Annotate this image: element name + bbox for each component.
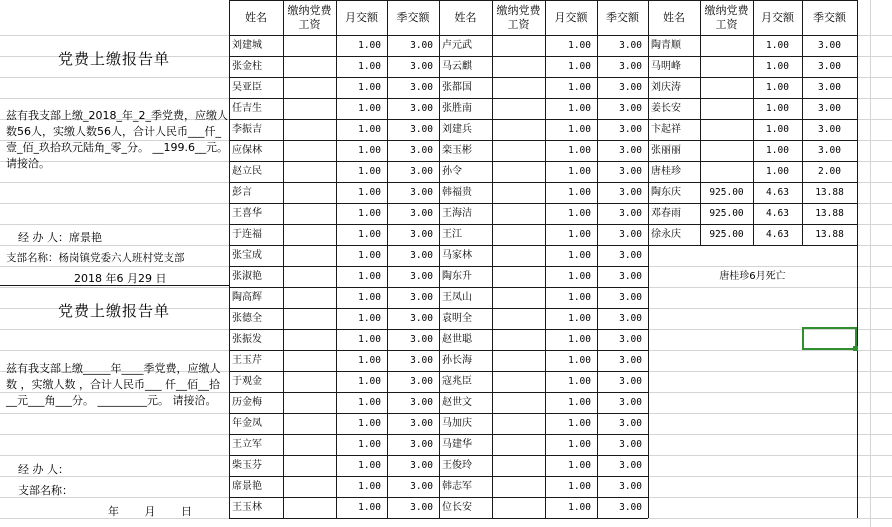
cell-monthly-1[interactable]: 1.00: [358, 144, 381, 156]
cell-monthly-2[interactable]: 1.00: [568, 438, 591, 450]
cell-name-1[interactable]: 历金梅: [232, 396, 262, 408]
cell-wage-3[interactable]: [700, 476, 753, 497]
cell-name-2[interactable]: 赵世聪: [442, 333, 472, 345]
cell-quarterly-1[interactable]: 3.00: [410, 480, 433, 492]
cell-quarterly-2[interactable]: 3.00: [619, 333, 642, 345]
cell-name-1[interactable]: 张德全: [232, 312, 262, 324]
cell-name-2[interactable]: 王江: [442, 228, 462, 240]
cell-quarterly-1[interactable]: 3.00: [410, 186, 433, 198]
cell-name-3[interactable]: 刘庆涛: [651, 81, 681, 93]
cell-wage-3[interactable]: [700, 140, 753, 161]
cell-monthly-2[interactable]: 1.00: [568, 354, 591, 366]
cell-quarterly-3[interactable]: 3.00: [818, 102, 841, 114]
cell-quarterly-2[interactable]: 3.00: [619, 480, 642, 492]
cell-monthly-1[interactable]: 1.00: [358, 207, 381, 219]
cell-wage-3[interactable]: [700, 161, 753, 182]
cell-wage-3[interactable]: [700, 77, 753, 98]
cell-monthly-3[interactable]: 4.63: [766, 228, 789, 240]
cell-name-3[interactable]: 马明峰: [651, 60, 681, 72]
cell-quarterly-2[interactable]: 3.00: [619, 291, 642, 303]
cell-quarterly-3[interactable]: [802, 308, 857, 329]
cell-quarterly-1[interactable]: 3.00: [410, 501, 433, 513]
cell-monthly-3[interactable]: [753, 413, 802, 434]
cell-quarterly-3[interactable]: 13.88: [815, 207, 844, 219]
cell-name-2[interactable]: 张胜南: [442, 102, 472, 114]
cell-monthly-2[interactable]: 1.00: [568, 375, 591, 387]
cell-monthly-2[interactable]: 1.00: [568, 123, 591, 135]
fill-handle[interactable]: [853, 346, 858, 351]
cell-quarterly-2[interactable]: 3.00: [619, 207, 642, 219]
cell-quarterly-1[interactable]: 3.00: [410, 312, 433, 324]
cell-quarterly-2[interactable]: 3.00: [619, 270, 642, 282]
cell-quarterly-1[interactable]: 3.00: [410, 228, 433, 240]
cell-quarterly-3[interactable]: [802, 413, 857, 434]
header-name-3: 姓名: [663, 10, 685, 24]
report-handler-blank: 经 办 人：: [18, 463, 69, 476]
cell-quarterly-1[interactable]: 3.00: [410, 459, 433, 471]
cell-quarterly-2[interactable]: 3.00: [619, 459, 642, 471]
cell-monthly-2[interactable]: 1.00: [568, 333, 591, 345]
cell-monthly-1[interactable]: 1.00: [358, 123, 381, 135]
cell-monthly-3[interactable]: 1.00: [766, 144, 789, 156]
cell-name-3[interactable]: [648, 476, 700, 497]
cell-name-1[interactable]: 王喜华: [232, 207, 262, 219]
cell-quarterly-1[interactable]: 3.00: [410, 81, 433, 93]
cell-quarterly-3[interactable]: [802, 287, 857, 308]
grid-col-line: [870, 0, 871, 527]
cell-name-2[interactable]: 韩福贵: [442, 186, 472, 198]
cell-monthly-2[interactable]: 1.00: [568, 291, 591, 303]
cell-name-1[interactable]: 王立军: [232, 438, 262, 450]
report-title-blank: 党费上缴报告单: [58, 302, 171, 320]
cell-name-3[interactable]: [648, 413, 700, 434]
cell-monthly-3[interactable]: 1.00: [766, 60, 789, 72]
cell-name-1[interactable]: 李振吉: [232, 123, 262, 135]
cell-quarterly-3[interactable]: [802, 497, 857, 518]
cell-quarterly-2[interactable]: 3.00: [619, 312, 642, 324]
cell-name-3[interactable]: [648, 392, 700, 413]
cell-monthly-1[interactable]: 1.00: [358, 186, 381, 198]
cell-name-2[interactable]: 韩志军: [442, 480, 472, 492]
cell-name-1[interactable]: 席景艳: [232, 480, 262, 492]
report-date-blank: 年 月 日: [108, 505, 192, 518]
cell-quarterly-2[interactable]: 3.00: [619, 39, 642, 51]
cell-quarterly-3[interactable]: 3.00: [818, 81, 841, 93]
cell-name-2[interactable]: 孙长海: [442, 354, 472, 366]
cell-monthly-1[interactable]: 1.00: [358, 333, 381, 345]
cell-quarterly-1[interactable]: 3.00: [410, 123, 433, 135]
cell-name-3[interactable]: [648, 434, 700, 455]
cell-quarterly-2[interactable]: 3.00: [619, 354, 642, 366]
cell-quarterly-2[interactable]: 3.00: [619, 501, 642, 513]
cell-monthly-2[interactable]: 1.00: [568, 144, 591, 156]
cell-quarterly-3[interactable]: 3.00: [818, 123, 841, 135]
cell-quarterly-1[interactable]: 3.00: [410, 60, 433, 72]
cell-name-2[interactable]: 栾玉彬: [442, 144, 472, 156]
cell-monthly-3[interactable]: [753, 455, 802, 476]
cell-name-2[interactable]: 马云麒: [442, 60, 472, 72]
cell-monthly-1[interactable]: 1.00: [358, 438, 381, 450]
cell-quarterly-1[interactable]: 3.00: [410, 249, 433, 261]
cell-name-3[interactable]: 徐永庆: [651, 228, 681, 240]
cell-monthly-2[interactable]: 1.00: [568, 39, 591, 51]
cell-monthly-3[interactable]: [753, 329, 802, 350]
cell-wage-3[interactable]: [700, 350, 753, 371]
table-col-border: [857, 0, 858, 518]
report-handler: 经 办 人：席景艳: [18, 231, 102, 244]
cell-quarterly-3[interactable]: [802, 455, 857, 476]
cell-quarterly-3[interactable]: 3.00: [818, 39, 841, 51]
cell-wage-3[interactable]: 925.00: [709, 228, 744, 240]
cell-quarterly-2[interactable]: 3.00: [619, 396, 642, 408]
cell-monthly-2[interactable]: 1.00: [568, 396, 591, 408]
cell-name-1[interactable]: 柴玉芬: [232, 459, 262, 471]
cell-monthly-1[interactable]: 1.00: [358, 480, 381, 492]
cell-name-1[interactable]: 张金柱: [232, 60, 262, 72]
cell-quarterly-1[interactable]: 3.00: [410, 207, 433, 219]
cell-wage-3[interactable]: [700, 35, 753, 56]
cell-quarterly-1[interactable]: 3.00: [410, 102, 433, 114]
cell-wage-3[interactable]: [700, 308, 753, 329]
cell-monthly-2[interactable]: 1.00: [568, 102, 591, 114]
cell-monthly-3[interactable]: [753, 476, 802, 497]
cell-quarterly-1[interactable]: 3.00: [410, 333, 433, 345]
cell-quarterly-1[interactable]: 3.00: [410, 354, 433, 366]
cell-wage-3[interactable]: [700, 371, 753, 392]
cell-monthly-1[interactable]: 1.00: [358, 354, 381, 366]
cell-quarterly-1[interactable]: 3.00: [410, 375, 433, 387]
header-monthly-1: 月交额: [345, 10, 378, 24]
cell-monthly-2[interactable]: 1.00: [568, 60, 591, 72]
header-wage-2: 缴纳党费工资: [496, 4, 541, 31]
cell-name-2[interactable]: 张都国: [442, 81, 472, 93]
cell-name-1[interactable]: 年金凤: [232, 417, 262, 429]
selected-cell[interactable]: [802, 327, 857, 350]
cell-quarterly-1[interactable]: 3.00: [410, 396, 433, 408]
cell-monthly-1[interactable]: 1.00: [358, 459, 381, 471]
cell-name-3[interactable]: 张丽丽: [651, 144, 681, 156]
cell-monthly-1[interactable]: 1.00: [358, 270, 381, 282]
cell-monthly-1[interactable]: 1.00: [358, 81, 381, 93]
cell-name-2[interactable]: 王俊玲: [442, 459, 472, 471]
cell-monthly-1[interactable]: 1.00: [358, 165, 381, 177]
cell-name-3[interactable]: [648, 308, 700, 329]
header-wage-1: 缴纳党费工资: [287, 4, 332, 31]
cell-name-2[interactable]: 袁明全: [442, 312, 472, 324]
cell-quarterly-1[interactable]: 3.00: [410, 291, 433, 303]
cell-quarterly-3[interactable]: [802, 245, 857, 266]
cell-name-2[interactable]: 王凤山: [442, 291, 472, 303]
cell-name-3[interactable]: 唐桂珍: [651, 165, 681, 177]
cell-quarterly-2[interactable]: 3.00: [619, 165, 642, 177]
cell-wage-3[interactable]: [700, 329, 753, 350]
cell-quarterly-3[interactable]: [802, 434, 857, 455]
cell-monthly-3[interactable]: 4.63: [766, 207, 789, 219]
cell-quarterly-3[interactable]: 2.00: [818, 165, 841, 177]
cell-monthly-1[interactable]: 1.00: [358, 60, 381, 72]
cell-monthly-2[interactable]: 1.00: [568, 228, 591, 240]
cell-monthly-3[interactable]: [753, 371, 802, 392]
cell-wage-3[interactable]: [700, 245, 753, 266]
cell-wage-3[interactable]: 925.00: [709, 207, 744, 219]
header-wage-3: 缴纳党费工资: [704, 4, 749, 31]
cell-name-3[interactable]: [648, 455, 700, 476]
cell-name-1[interactable]: 王玉芹: [232, 354, 262, 366]
cell-monthly-1[interactable]: 1.00: [358, 39, 381, 51]
cell-monthly-2[interactable]: 1.00: [568, 207, 591, 219]
header-quarterly-1: 季交额: [396, 10, 430, 24]
cell-monthly-3[interactable]: [753, 350, 802, 371]
cell-name-1[interactable]: 彭言: [232, 186, 252, 198]
cell-monthly-2[interactable]: 1.00: [568, 270, 591, 282]
cell-quarterly-1[interactable]: 3.00: [410, 165, 433, 177]
cell-quarterly-3[interactable]: 13.88: [815, 186, 844, 198]
cell-name-1[interactable]: 张振发: [232, 333, 262, 345]
cell-quarterly-3[interactable]: [802, 371, 857, 392]
cell-monthly-3[interactable]: 4.63: [766, 186, 789, 198]
cell-monthly-1[interactable]: 1.00: [358, 228, 381, 240]
cell-name-3[interactable]: [648, 329, 700, 350]
cell-monthly-3[interactable]: [753, 287, 802, 308]
cell-quarterly-1[interactable]: 3.00: [410, 39, 433, 51]
cell-name-2[interactable]: 刘建兵: [442, 123, 472, 135]
cell-monthly-1[interactable]: 1.00: [358, 291, 381, 303]
cell-name-3[interactable]: [648, 287, 700, 308]
cell-name-1[interactable]: 应保林: [232, 144, 262, 156]
header-quarterly-2: 季交额: [606, 10, 639, 24]
cell-wage-3[interactable]: [700, 497, 753, 518]
cell-quarterly-1[interactable]: 3.00: [410, 270, 433, 282]
cell-name-1[interactable]: 赵立民: [232, 165, 262, 177]
header-monthly-2: 月交额: [554, 10, 588, 24]
cell-quarterly-3[interactable]: [802, 350, 857, 371]
cell-monthly-3[interactable]: 1.00: [766, 123, 789, 135]
cell-quarterly-1[interactable]: 3.00: [410, 417, 433, 429]
cell-monthly-1[interactable]: 1.00: [358, 249, 381, 261]
cell-monthly-3[interactable]: [753, 308, 802, 329]
cell-monthly-2[interactable]: 1.00: [568, 81, 591, 93]
cell-monthly-3[interactable]: [753, 392, 802, 413]
cell-monthly-3[interactable]: 1.00: [766, 39, 789, 51]
cell-quarterly-2[interactable]: 3.00: [619, 102, 642, 114]
cell-monthly-2[interactable]: 1.00: [568, 312, 591, 324]
cell-wage-3[interactable]: [700, 119, 753, 140]
cell-quarterly-3[interactable]: 13.88: [815, 228, 844, 240]
cell-quarterly-1[interactable]: 3.00: [410, 438, 433, 450]
report-title: 党费上缴报告单: [58, 50, 171, 68]
cell-name-2[interactable]: 孙令: [442, 165, 462, 177]
cell-name-3[interactable]: 姜长安: [651, 102, 681, 114]
report-body-blank: 兹有我支部上缴_____年____季党费，应缴人数 ，实缴人数 ，合计人民币___ 仟__佰__拾__元___角___分。 _________元。 请接洽。: [6, 362, 221, 407]
cell-monthly-1[interactable]: 1.00: [358, 396, 381, 408]
cell-quarterly-3[interactable]: [802, 392, 857, 413]
cell-wage-3[interactable]: [700, 455, 753, 476]
report-branch-blank: 支部名称：: [18, 484, 73, 497]
cell-name-3[interactable]: [648, 245, 700, 266]
cell-quarterly-2[interactable]: 3.00: [619, 438, 642, 450]
cell-quarterly-2[interactable]: 3.00: [619, 123, 642, 135]
cell-monthly-3[interactable]: 1.00: [766, 81, 789, 93]
cell-quarterly-3[interactable]: [802, 476, 857, 497]
cell-name-3[interactable]: 卞起祥: [651, 123, 681, 135]
cell-monthly-2[interactable]: 1.00: [568, 501, 591, 513]
header-monthly-3: 月交额: [761, 10, 794, 24]
cell-monthly-3[interactable]: 1.00: [766, 165, 789, 177]
cell-name-1[interactable]: 张宝成: [232, 249, 262, 261]
cell-name-1[interactable]: 于连福: [232, 228, 262, 240]
cell-name-3[interactable]: [648, 371, 700, 392]
cell-quarterly-2[interactable]: 3.00: [619, 144, 642, 156]
cell-monthly-1[interactable]: 1.00: [358, 375, 381, 387]
cell-name-1[interactable]: 张淑艳: [232, 270, 262, 282]
cell-name-2[interactable]: 赵世文: [442, 396, 472, 408]
cell-name-3[interactable]: 邓春雨: [651, 207, 681, 219]
header-name-2: 姓名: [454, 10, 477, 24]
cell-monthly-3[interactable]: 1.00: [766, 102, 789, 114]
cell-name-1[interactable]: 王玉林: [232, 501, 262, 513]
cell-quarterly-3[interactable]: 3.00: [818, 60, 841, 72]
cell-name-1[interactable]: 刘建城: [232, 39, 262, 51]
cell-quarterly-2[interactable]: 3.00: [619, 186, 642, 198]
cell-name-2[interactable]: 位长安: [442, 501, 472, 513]
cell-name-2[interactable]: 王海洁: [442, 207, 472, 219]
cell-monthly-2[interactable]: 1.00: [568, 480, 591, 492]
cell-quarterly-1[interactable]: 3.00: [410, 144, 433, 156]
cell-wage-3[interactable]: 925.00: [709, 186, 744, 198]
cell-name-3[interactable]: [648, 497, 700, 518]
cell-wage-3[interactable]: [700, 287, 753, 308]
header-quarterly-3: 季交额: [813, 10, 846, 24]
cell-monthly-3[interactable]: [753, 497, 802, 518]
cell-name-2[interactable]: 马建华: [442, 438, 472, 450]
cell-monthly-2[interactable]: 1.00: [568, 459, 591, 471]
cell-monthly-2[interactable]: 1.00: [568, 417, 591, 429]
cell-monthly-2[interactable]: 1.00: [568, 165, 591, 177]
cell-name-3[interactable]: 陶东庆: [651, 186, 681, 198]
cell-wage-3[interactable]: [700, 413, 753, 434]
report-date: 2018 年6 月29 日: [74, 272, 167, 285]
cell-monthly-1[interactable]: 1.00: [358, 417, 381, 429]
report-body: 兹有我支部上缴_2018_年_2_季党费，应缴人数56人，实缴人数56人，合计人民币___仟_壹_佰_玖拾玖元陆角_零_分。 __199.6__元。 请接洽。: [6, 109, 228, 170]
cell-monthly-3[interactable]: [753, 245, 802, 266]
cell-quarterly-2[interactable]: 3.00: [619, 228, 642, 240]
table-row-border: [229, 518, 648, 519]
cell-wage-3[interactable]: [700, 392, 753, 413]
cell-name-2[interactable]: 马家林: [442, 249, 472, 261]
cell-monthly-1[interactable]: 1.00: [358, 102, 381, 114]
cell-quarterly-2[interactable]: 3.00: [619, 81, 642, 93]
cell-monthly-2[interactable]: 1.00: [568, 186, 591, 198]
cell-name-2[interactable]: 寇兆臣: [442, 375, 472, 387]
cell-name-1[interactable]: 陶高辉: [232, 291, 262, 303]
report-branch: 支部名称：杨岗镇党委六人班村党支部: [6, 252, 185, 264]
death-note: 唐桂珍6月死亡: [719, 270, 786, 282]
cell-name-2[interactable]: 陶东升: [442, 270, 472, 282]
cell-wage-3[interactable]: [700, 56, 753, 77]
cell-monthly-1[interactable]: 1.00: [358, 501, 381, 513]
cell-quarterly-3[interactable]: 3.00: [818, 144, 841, 156]
table-col-border: [492, 0, 493, 518]
cell-wage-3[interactable]: [700, 434, 753, 455]
cell-name-1[interactable]: 吴亚臣: [232, 81, 262, 93]
cell-name-1[interactable]: 任吉生: [232, 102, 262, 114]
cell-quarterly-2[interactable]: 3.00: [619, 375, 642, 387]
cell-quarterly-2[interactable]: 3.00: [619, 60, 642, 72]
cell-name-3[interactable]: 陶青顺: [651, 39, 681, 51]
cell-wage-3[interactable]: [700, 98, 753, 119]
cell-quarterly-2[interactable]: 3.00: [619, 249, 642, 261]
cell-quarterly-2[interactable]: 3.00: [619, 417, 642, 429]
cell-name-3[interactable]: [648, 350, 700, 371]
cell-monthly-3[interactable]: [753, 434, 802, 455]
cell-name-2[interactable]: 卢元武: [442, 39, 472, 51]
header-name-1: 姓名: [245, 10, 267, 24]
table-col-border: [283, 0, 284, 518]
cell-monthly-2[interactable]: 1.00: [568, 249, 591, 261]
cell-name-2[interactable]: 马加庆: [442, 417, 472, 429]
cell-name-1[interactable]: 于观金: [232, 375, 262, 387]
cell-monthly-1[interactable]: 1.00: [358, 312, 381, 324]
